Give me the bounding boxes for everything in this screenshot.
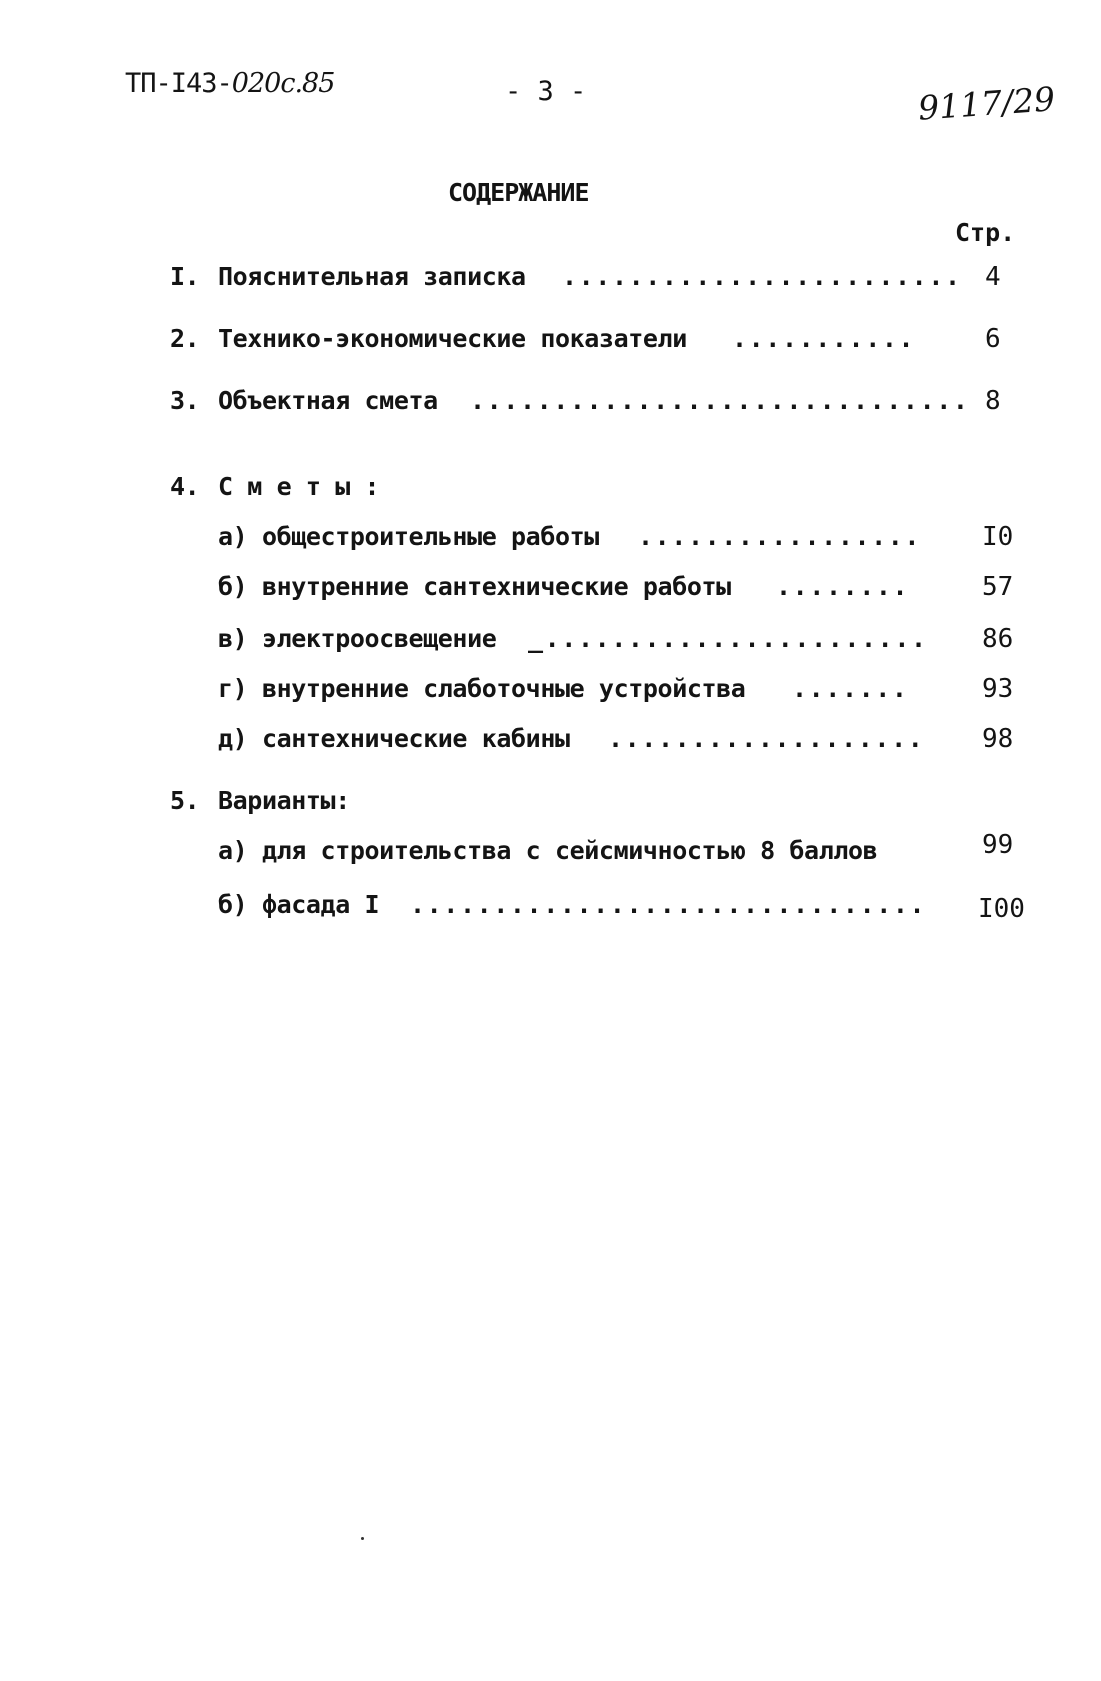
toc-item-leader: _....................... — [528, 624, 928, 653]
document-code-typed: ТП-I43- — [125, 68, 232, 99]
toc-section — [0, 472, 1101, 512]
toc-item-page: I0 — [982, 522, 1014, 552]
toc-item-leader: ........ — [776, 572, 910, 601]
scan-speck — [361, 1537, 364, 1540]
toc-item-page: 93 — [982, 674, 1014, 704]
toc-item-text: Пояснительная записка — [218, 262, 526, 291]
page-title: СОДЕРЖАНИЕ — [448, 178, 589, 207]
toc-item-page: 99 — [982, 830, 1014, 860]
toc-item-page: 8 — [985, 386, 1001, 416]
toc-item-page: 98 — [982, 724, 1014, 754]
toc-subitem — [0, 830, 1101, 876]
toc-item-text: С м е т ы : — [218, 472, 380, 501]
page-column-header: Стр. — [955, 218, 1016, 247]
toc-subitem — [0, 624, 1101, 664]
toc-item-leader: ........................ — [562, 262, 962, 291]
toc-item-number: 2. — [170, 324, 200, 353]
toc-item-text: а) общестроительные работы — [218, 522, 599, 551]
toc-item-leader: .............................. — [470, 386, 970, 415]
toc-item-leader: ............................... — [410, 890, 927, 919]
toc-item — [0, 386, 1101, 426]
toc-item-text: Объектная смета — [218, 386, 438, 415]
document-code — [125, 68, 334, 99]
toc-subitem — [0, 890, 1101, 930]
document-code-handwritten: 020с.85 — [231, 68, 335, 99]
toc-subitem — [0, 522, 1101, 562]
toc-subitem — [0, 572, 1101, 612]
toc-item-number: I. — [170, 262, 200, 291]
sheet-number: 9117/29 — [916, 79, 1057, 128]
toc-subitem — [0, 724, 1101, 764]
toc-item-leader: ................... — [608, 724, 925, 753]
toc-item-text: д) сантехнические кабины — [218, 724, 570, 753]
toc-item-text: а) для строительства с сейсмичностью 8 баллов — [218, 836, 878, 865]
toc-item-number: 4. — [170, 472, 200, 501]
toc-item-leader: ........... — [732, 324, 916, 353]
toc-item — [0, 262, 1101, 302]
toc-item-text: г) внутренние слаботочные устройства — [218, 674, 746, 703]
toc-subitem — [0, 674, 1101, 714]
toc-item — [0, 324, 1101, 364]
toc-item-text: б) фасада I — [218, 890, 380, 919]
toc-item-leader: ................. — [638, 522, 922, 551]
toc-item-number: 5. — [170, 786, 200, 815]
toc-item-leader: ....... — [792, 674, 909, 703]
toc-item-text: б) внутренние сантехнические работы — [218, 572, 731, 601]
toc-item-page: 4 — [985, 262, 1001, 292]
toc-item-text: Варианты: — [218, 786, 350, 815]
toc-item-page: I00 — [978, 894, 1025, 924]
toc-item-number: 3. — [170, 386, 200, 415]
toc-section — [0, 786, 1101, 826]
toc-item-text: в) электроосвещение — [218, 624, 497, 653]
page-number: - 3 - — [505, 76, 587, 107]
toc-item-text: Технико-экономические показатели — [218, 324, 687, 353]
toc-item-page: 6 — [985, 324, 1001, 354]
toc-item-page: 86 — [982, 624, 1014, 654]
toc-item-page: 57 — [982, 572, 1014, 602]
